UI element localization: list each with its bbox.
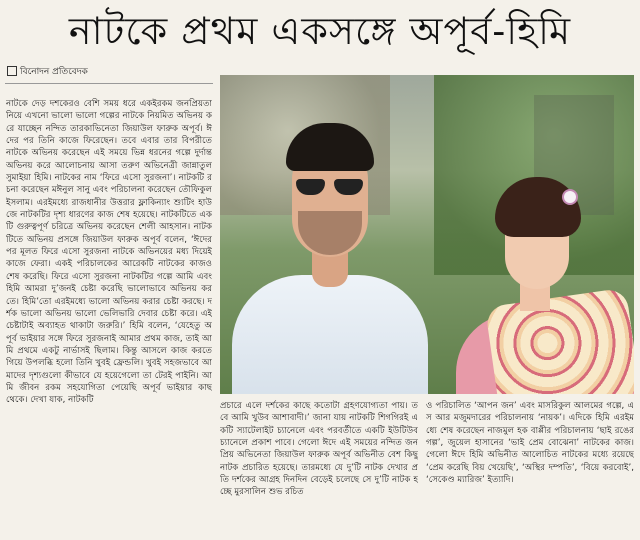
article-paragraph: নাটকে দেড় দশকেরও বেশি সময় ধরে একইরকম জনপ্রিয়তা নিয়ে এখনো ভালো ভালো গল্পের নাটকে নিয়মিত অভিনয় করে যাচ্ছেন নন্দিত তারকাভিনেতা জিয়াউল ফারুক অপূর্ব। ঈদের পর তিনি কাজে ফিরেছেন। তবে এবার তার বিপরীতে নাটকে অভিনয় করেছেন এই সময়ে ভিন্ন ধরনের গল্পে দুর্দান্ত অভিনয় করে আলোচনায় আসা তরুণ অভিনেত্রী জান্নাতুল সুমাইয়া হিমি। নাটকের নাম ‘ফিরে এসো সুরজনা’। নাটকটি রচনা করেছেন মঈনুল সানু এবং পরিচালনা করেছেন তৌফিকুল ইসলাম। এরইমধ্যে রাজধানীর উত্তরার ফ্লাকিন্যাং শ্যুটিং হাউজে নাটকটির দৃশ্য ধারণের কাজ শেষ হয়েছে। নাটকটিতে একটি গুরুত্বপূর্ণ চরিত্রে অভিনয় করেছেন শেলী আহসান। নাটকটিতে অভিনয় প্রসঙ্গে জিয়াউল ফারুক অপূর্ব বলেন, ‘ঈদের পর মূলত ফিরে এসো সুরজনা নাটকে অভিনয়ের মধ্য দিয়েই কাজে ফেরা। একই পরিচালকের আরেকটি নাটকের কাজও শেষ করেছি। ফিরে এসো সুরজনা নাটকটির গল্পে আমি এবং হিমি আমরা দু’জনই চেষ্টা করেছি ভালোভাবে অভিনয় করতে। হিমি’তো এরইমধ্যে ভালো অভিনয় করার চেষ্টা করছে। দর্শক ভালো অভিনয় ভালো ভেলিভারি দেবার চেষ্টা করে। এই চেষ্টাটাই অব্যাহত থাকাটা জরুরি।’ হিমি বলেন, ‘যেহেতু অপূর্ব ভাইয়ার সঙ্গে ফিরে সুরজনাই আমার প্রথম কাজ, তাই আমি প্রথমে একটু নার্ভাসই ছিলাম। কিন্তু আসলে কাজ করতে গিয়ে উপলব্ধি হলো তিনি খুবই ফ্রেন্ডলি। খুবই সহজভাবে আমাদের দৃশ্যগুলো কীভাবে যে হয়েগেলো তা টেরই পাইনি। আমি জীবন রকম সহযোগিতা পেয়েছি অপূর্ব ভাইয়ার কাছ থেকে। দেখা যাক, নাটকটি (6, 99, 212, 406)
byline (7, 64, 88, 80)
byline-divider (5, 83, 213, 84)
headline: নাটকে প্রথম একসঙ্গে অপূর্ব-হিমি (68, 9, 572, 53)
article-column-1 (6, 98, 212, 536)
article-column-2 (220, 400, 418, 536)
actor-shirt (232, 275, 428, 394)
article-paragraph: প্রচারে এলে দর্শকের কাছে কতোটা গ্রহণযোগ্যতা পায়। তবে আমি খুউব আশাবাদী।’ জানা যায় নাটকটি শিগগিরই একটি স্যাটেলাইট চ্যানেলে এবং পরবর্তীতে একটি ইউটিউব চ্যানেলে প্রকাশ পাবে। গেলো ঈদে এই সময়ের নন্দিত জনপ্রিয় অভিনেতা জিয়াউল ফারুক অপূর্ব অভিনীত বেশ কিছু নাটক প্রচারিত হয়েছে। তারমধ্যে যে দু’টি নাটক দেখার প্রতি দর্শকের আগ্রহ দিনদিন বেড়েই চলেছে সে দু’টি নাটক হচ্ছে মুরসালিন শুভ রচিত (220, 401, 418, 498)
byline-text: বিনোদন প্রতিবেদক (20, 67, 88, 77)
byline-box-icon (7, 66, 17, 76)
sunglasses-icon (296, 179, 366, 195)
article-column-3 (426, 400, 634, 536)
hair-flower-icon (564, 191, 576, 203)
article-paragraph: ও পরিচালিত ‘আপন জন’ এবং মাসরিকুল আলমের গল্পে, এস আর মজুমদারের পরিচালনায় ‘নায়ক’। এদিকে হিমি এরইমধ্যে শেষ করেছেন নাজমুল হক বাপ্পীর পরিচালনায় ‘ছাই রঙের গল্প’, জুয়েল হাসানের ‘ভাই প্রেম বোঝেনা’ নাটকের কাজ। গেলো ঈদে হিমি অভিনীত আলোচিত নাটকের মধ্যে রয়েছে ‘প্রেম করেছি বিয় খেয়েছি’, ‘অস্থির দম্পতি’, ‘বিয়ে করবোই’, ‘সেকেণ্ড ম্যারিজ’ ইত্যাদি। (426, 401, 634, 486)
news-photo (220, 75, 634, 394)
actress-saree (485, 288, 634, 394)
